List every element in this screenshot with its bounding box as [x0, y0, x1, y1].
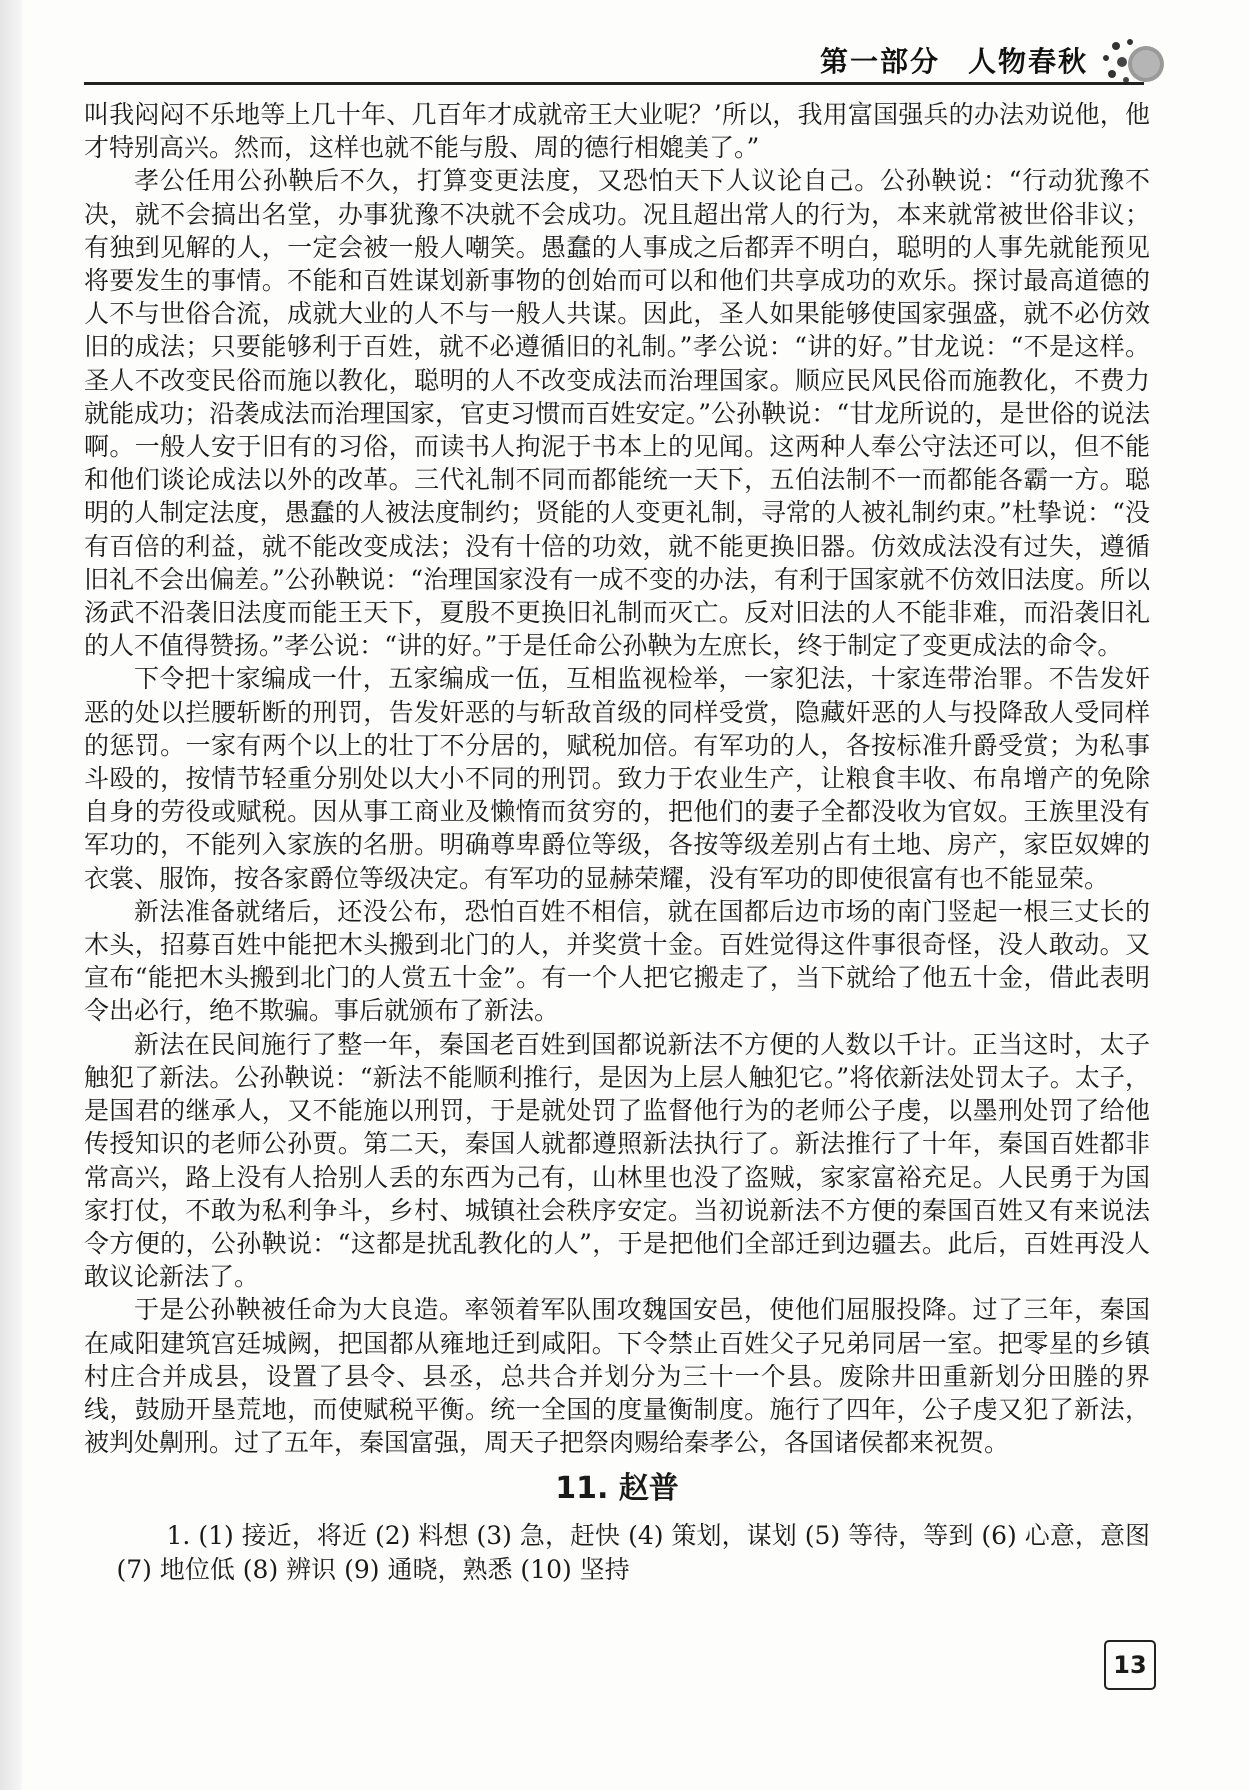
paragraph: 新法准备就绪后，还没公布，恐怕百姓不相信，就在国都后边市场的南门竖起一根三丈长的木头，招募百姓中能把木头搬到北门的人，并奖赏十金。百姓觉得这件事很奇怪，没人敢动。又宣布“能把木头搬到北门的人赏五十金”。有一个人把它搬走了，当下就给了他五十金，借此表明令出必行，绝不欺骗。事后就颁布了新法。 [84, 896, 1150, 1026]
paragraph: 新法在民间施行了整一年，秦国老百姓到国都说新法不方便的人数以千计。正当这时，太子触犯了新法。公孙鞅说：“新法不能顺利推行，是因为上层人触犯它。”将依新法处罚太子。太子，是国君的继承人，又不能施以刑罚，于是就处罚了监督他行为的老师公子虔，以墨刑处罚了给他传授知识的老师公孙贾。第二天，秦国人就都遵照新法执行了。新法推行了十年，秦国百姓都非常高兴，路上没有人拾别人丢的东西为己有，山林里也没了盗贼，家家富裕充足。人民勇于为国家打仗，不敢为私利争斗，乡村、城镇社会秩序安定。当初说新法不方便的秦国百姓又有来说法令方便的，公孙鞅说：“这都是扰乱教化的人”，于是把他们全部迁到边疆去。此后，百姓再没人敢议论新法了。 [84, 1029, 1150, 1292]
answer-item: 1. (1) 接近，将近 (2) 料想 (3) 急，赶快 (4) 策划，谋划 (5) 等待，等到 (6) 心意，意图 (7) 地位低 (8) 辨识 (9) 通晓，熟悉 (10) 坚持 [116, 1521, 1150, 1584]
header-part: 第一部分 [819, 45, 940, 78]
scan-edge-shadow [0, 0, 22, 1790]
paragraph: 叫我闷闷不乐地等上几十年、几百年才成就帝王大业呢？’所以，我用富国强兵的办法劝说他，他才特别高兴。然而，这样也就不能与殷、周的德行相媲美了。” [84, 100, 1150, 163]
paragraph: 孝公任用公孙鞅后不久，打算变更法度，又恐怕天下人议论自己。公孙鞅说：“行动犹豫不决，就不会搞出名堂，办事犹豫不决就不会成功。况且超出常人的行为，本来就常被世俗非议；有独到见解的人，一定会被一般人嘲笑。愚蠢的人事成之后都弄不明白，聪明的人事先就能预见将要发生的事情。不能和百姓谋划新事物的创始而可以和他们共享成功的欢乐。探讨最高道德的人不与世俗合流，成就大业的人不与一般人共谋。因此，圣人如果能够使国家强盛，就不必仿效旧的成法；只要能够利于百姓，就不必遵循旧的礼制。”孝公说：“讲的好。”甘龙说：“不是这样。圣人不改变民俗而施以教化，聪明的人不改变成法而治理国家。顺应民风民俗而施教化，不费力就能成功；沿袭成法而治理国家，官吏习惯而百姓安定。”公孙鞅说：“甘龙所说的，是世俗的说法啊。一般人安于旧有的习俗，而读书人拘泥于书本上的见闻。这两种人奉公守法还可以，但不能和他们谈论成法以外的改革。三代礼制不同而都能统一天下，五伯法制不一而都能各霸一方。聪明的人制定法度，愚蠢的人被法度制约；贤能的人变更礼制，寻常的人被礼制约束。”杜挚说：“没有百倍的利益，就不能改变成法；没有十倍的功效，就不能更换旧器。仿效成法没有过失，遵循旧礼不会出偏差。”公孙鞅说：“治理国家没有一成不变的办法，有利于国家就不仿效旧法度。所以汤武不沿袭旧法度而能王天下，夏殷不更换旧礼制而灭亡。反对旧法的人不能非难，而沿袭旧礼的人不值得赞扬。”孝公说：“讲的好。”于是任命公孙鞅为左庶长，终于制定了变更成法的命令。 [84, 166, 1150, 661]
main-text [84, 98, 1150, 1586]
page-header [84, 34, 1184, 86]
header-divider [84, 82, 1144, 85]
page-number: 13 [1104, 1640, 1156, 1690]
header-title [820, 40, 1088, 80]
paragraph: 下令把十家编成一什，五家编成一伍，互相监视检举，一家犯法，十家连带治罪。不告发奸恶的处以拦腰斩断的刑罚，告发奸恶的与斩敌首级的同样受赏，隐藏奸恶的人与投降敌人受同样的惩罚。一家有两个以上的壮丁不分居的，赋税加倍。有军功的人，各按标准升爵受赏；为私事斗殴的，按情节轻重分别处以大小不同的刑罚。致力于农业生产，让粮食丰收、布帛增产的免除自身的劳役或赋税。因从事工商业及懒惰而贫穷的，把他们的妻子全都没收为官奴。王族里没有军功的，不能列入家族的名册。明确尊卑爵位等级，各按等级差别占有土地、房产，家臣奴婢的衣裳、服饰，按各家爵位等级决定。有军功的显赫荣耀，没有军功的即使很富有也不能显荣。 [84, 664, 1150, 893]
section-title: 11. 赵普 [555, 1471, 679, 1507]
header-section: 人物春秋 [967, 45, 1088, 78]
paragraph: 于是公孙鞅被任命为大良造。率领着军队围攻魏国安邑，使他们屈服投降。过了三年，秦国在咸阳建筑宫廷城阙，把国都从雍地迁到咸阳。下令禁止百姓父子兄弟同居一室。把零星的乡镇村庄合并成县，设置了县令、县丞，总共合并划分为三十一个县。废除井田重新划分田塍的界线，鼓励开垦荒地，而使赋税平衡。统一全国的度量衡制度。施行了四年，公子虔又犯了新法，被判处劓刑。过了五年，秦国富强，周天子把祭肉赐给秦孝公，各国诸侯都来祝贺。 [84, 1295, 1150, 1458]
